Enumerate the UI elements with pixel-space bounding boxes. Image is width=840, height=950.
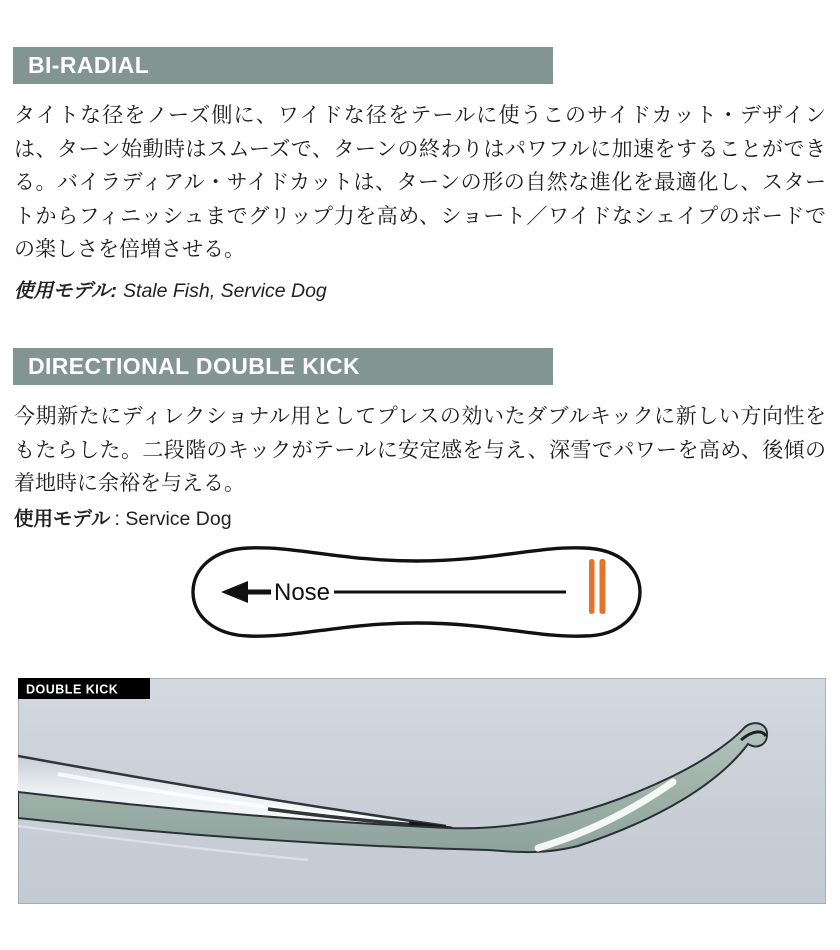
section-header-directional-double-kick: DIRECTIONAL DOUBLE KICK xyxy=(13,348,553,385)
double-kick-description: 今期新たにディレクショナル用としてプレスの効いたダブルキックに新しい方向性をもたらした。二段階のキックがテールに安定感を与え、深雪でパワーを高め、後傾の着地時に余裕を与える。 xyxy=(14,404,826,496)
bi-radial-model-line xyxy=(14,278,826,304)
double-kick-photo-svg xyxy=(18,678,826,904)
tail-mark-left xyxy=(589,559,595,614)
model-label: 使用モデル xyxy=(14,507,111,530)
model-value: : Service Dog xyxy=(114,507,232,530)
nose-label: Nose xyxy=(273,578,331,606)
section-header-bi-radial: BI-RADIAL xyxy=(13,47,553,84)
photo-badge-label: DOUBLE KICK xyxy=(26,682,119,697)
snowboard-top-view xyxy=(190,540,650,652)
double-kick-photo xyxy=(18,678,826,904)
model-label: 使用モデル: xyxy=(14,279,118,302)
bi-radial-description: タイトな径をノーズ側に、ワイドな径をテールに使うこのサイドカット・デザインは、ターン始動時はスムーズで、ターンの終わりはパワフルに加速をすることができる。バイラディアル・サイドカットは、ターンの形の自然な進化を最適化し、スタートからフィニッシュまでグリップ力を高め、ショート／ワイドなシェイプのボードでの楽しさを倍増させる。 xyxy=(14,104,826,262)
double-kick-model-line xyxy=(14,506,826,532)
tail-mark-right xyxy=(600,559,606,614)
board-outline-diagram xyxy=(0,540,840,652)
model-value: Stale Fish, Service Dog xyxy=(123,279,327,302)
